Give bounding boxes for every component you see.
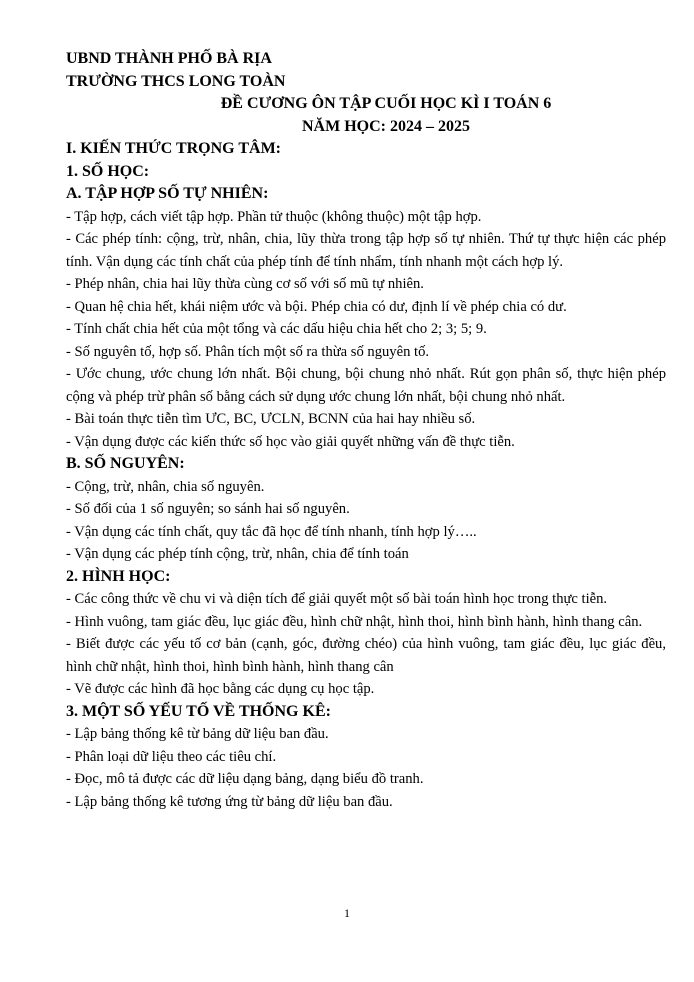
geometry-heading: 2. HÌNH HỌC: [66, 567, 171, 585]
list-item: - Tập hợp, cách viết tập hợp. Phần tử thuộc (không thuộc) một tập hợp. [66, 208, 482, 225]
list-item: - Đọc, mô tả được các dữ liệu dạng bảng, dạng biểu đồ tranh. [66, 771, 424, 787]
section-heading-main: I. KIẾN THỨC TRỌNG TÂM: [66, 140, 281, 157]
list-item: - Vận dụng được các kiến thức số học vào giải quyết những vấn đề thực tiễn. [66, 433, 515, 450]
arithmetic-heading: 1. SỐ HỌC: [66, 162, 150, 180]
org-name: UBND THÀNH PHỐ BÀ RỊA [66, 50, 272, 67]
list-item: - Phép nhân, chia hai lũy thừa cùng cơ số với số mũ tự nhiên. [66, 276, 424, 292]
list-item: - Cộng, trừ, nhân, chia số nguyên. [66, 478, 265, 495]
list-item: - Quan hệ chia hết, khái niệm ước và bội. Phép chia có dư, định lí về phép chia có dư. [66, 298, 567, 315]
list-item: - Số nguyên tố, hợp số. Phân tích một số ra thừa số nguyên tố. [66, 343, 430, 360]
list-item: - Vận dụng các phép tính cộng, trừ, nhân, chia để tính toán [66, 546, 409, 562]
list-item: - Số đối của 1 số nguyên; so sánh hai số nguyên. [66, 501, 350, 517]
page-number: 1 [344, 906, 350, 920]
list-item: - Ước chung, ước chung lớn nhất. Bội chung, bội chung nhỏ nhất. Rút gọn phân số, thực hiện phép cộng và phép trừ phân số bằng cách sử dụng ước chung lớn nhất, bội chung nhỏ nhất. [66, 366, 666, 405]
list-item: - Lập bảng thống kê tương ứng từ bảng dữ liệu ban đầu. [66, 793, 393, 810]
integers-heading: B. SỐ NGUYÊN: [66, 455, 185, 472]
list-item: - Tính chất chia hết của một tổng và các dấu hiệu chia hết cho 2; 3; 5; 9. [66, 321, 487, 337]
statistics-heading: 3. MỘT SỐ YẾU TỐ VỀ THỐNG KÊ: [66, 702, 331, 720]
list-item: - Phân loại dữ liệu theo các tiêu chí. [66, 748, 277, 765]
school-year: NĂM HỌC: 2024 – 2025 [302, 117, 470, 135]
document-title: ĐỀ CƯƠNG ÔN TẬP CUỐI HỌC KÌ I TOÁN 6 [220, 95, 552, 112]
document-page [66, 48, 666, 813]
list-item: - Bài toán thực tiễn tìm ƯC, BC, ƯCLN, BCNN của hai hay nhiều số. [66, 411, 476, 427]
list-item: - Vẽ được các hình đã học bằng các dụng cụ học tập. [66, 681, 375, 697]
list-item: - Các công thức về chu vi và diện tích để giải quyết một số bài toán hình học trong thực tiễn. [66, 591, 608, 607]
list-item: - Lập bảng thống kê từ bảng dữ liệu ban đầu. [66, 726, 329, 742]
list-item: - Biết được các yếu tố cơ bản (cạnh, góc, đường chéo) của hình vuông, tam giác đều, lục giác đều, hình chữ nhật, hình thoi, hình bình hành, hình thang cân [66, 636, 666, 675]
list-item: - Các phép tính: cộng, trừ, nhân, chia, lũy thừa trong tập hợp số tự nhiên. Thứ tự thực hiện các phép tính. Vận dụng các tính chất của phép tính để tính nhẩm, tính nhanh một cách hợp lý. [66, 231, 666, 270]
list-item: - Vận dụng các tính chất, quy tắc đã học để tính nhanh, tính hợp lý….. [66, 523, 477, 540]
natural-numbers-heading: A. TẬP HỢP SỐ TỰ NHIÊN: [66, 185, 269, 202]
school-name: TRƯỜNG THCS LONG TOÀN [66, 72, 286, 90]
list-item: - Hình vuông, tam giác đều, lục giác đều, hình chữ nhật, hình thoi, hình bình hành, hình thang cân. [66, 613, 643, 630]
